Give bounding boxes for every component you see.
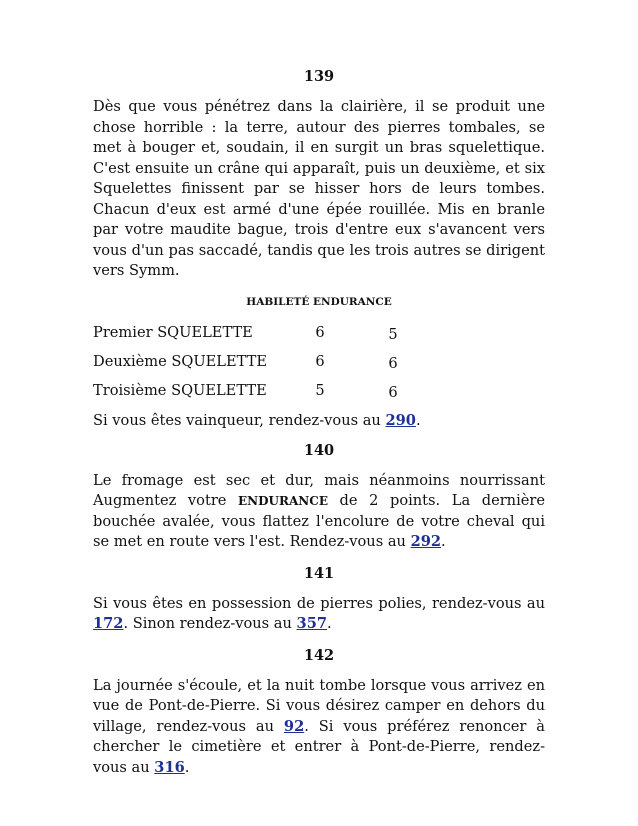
outcome-text: Si vous êtes vainqueur, rendez-vous au [93,412,386,429]
enemy-row [93,376,545,405]
section-139-paragraph: Dès que vous pénétrez dans la clairière, il se produit une chose horrible : la terre, autour des pierres tombales, se met à bouger et, soudain, il en surgit un bras squelettique. C'est ensuite un crâne qui apparaît, puis un deuxième, et six Squelettes finissent par se hisser hors de leurs tombes. Chacun d'eux est armé d'une épée rouillée. Mis en branle par votre maudite bague, trois d'entre eux s'avancent vers vous d'un pas saccadé, tandis que les trois autres se dirigent vers Symm. [93,98,545,279]
goto-292-link[interactable]: 292 [410,533,442,550]
section-142-text-a: La journée s'écoule, et la nuit tombe lorsque vous arrivez en vue de Pont-de-Pierre. Si vous désirez camper en dehors du village, rendez-vous au [93,676,545,735]
enemy-habilete: 6 [315,324,325,341]
enemy-habilete: 5 [315,382,325,399]
goto-316-link[interactable]: 316 [154,758,185,776]
outcome-end: . [415,412,421,429]
goto-290-link[interactable]: 290 [385,412,416,429]
document-page [93,66,545,778]
section-number-142: 142 [303,646,335,664]
section-140-end: . [441,533,446,550]
enemy-endurance: 6 [388,355,398,372]
section-141-paragraph [93,594,545,635]
section-141-text-a: Si vous êtes en possession de pierres polies, rendez-vous au [93,594,545,612]
endurance-word: ENDURANCE [238,494,328,508]
section-140-text-a: Le fromage est sec et dur, mais néanmoins nourrissant Augmentez votre [93,471,545,509]
enemy-name: Deuxième SQUELETTE [93,353,268,370]
section-142-paragraph [93,676,545,779]
section-141-end: . [327,615,332,632]
section-140-paragraph [93,471,545,553]
enemy-row [93,347,545,376]
goto-92-link[interactable]: 92 [283,717,305,735]
enemy-habilete: 6 [315,353,325,370]
section-number-140: 140 [303,441,335,459]
habilete-header: HABILETÉ [246,295,310,308]
stats-header [93,292,545,313]
section-142-text-b: . Si vous préférez renoncer à chercher le cimetière et entrer à Pont-de-Pierre, rendez-vous au [93,717,545,776]
goto-172-link[interactable]: 172 [93,615,124,632]
enemy-endurance: 6 [388,384,398,401]
goto-357-link[interactable]: 357 [296,615,328,632]
section-number-141: 141 [303,564,335,582]
endurance-header: ENDURANCE [313,295,392,308]
section-number-139: 139 [303,68,335,85]
enemy-row [93,318,545,347]
enemy-name: Troisième SQUELETTE [93,382,267,399]
section-141-text-b: . Sinon rendez-vous au [123,615,297,632]
section-139-outcome [93,411,545,432]
section-140-text-b: de 2 points. La dernière bouchée avalée, vous flattez l'encolure de votre cheval qui se met en route vers l'est. Rendez-vous au [93,492,545,550]
enemy-name: Premier SQUELETTE [93,324,253,341]
enemy-endurance: 5 [388,326,398,343]
section-142-end: . [184,758,190,776]
